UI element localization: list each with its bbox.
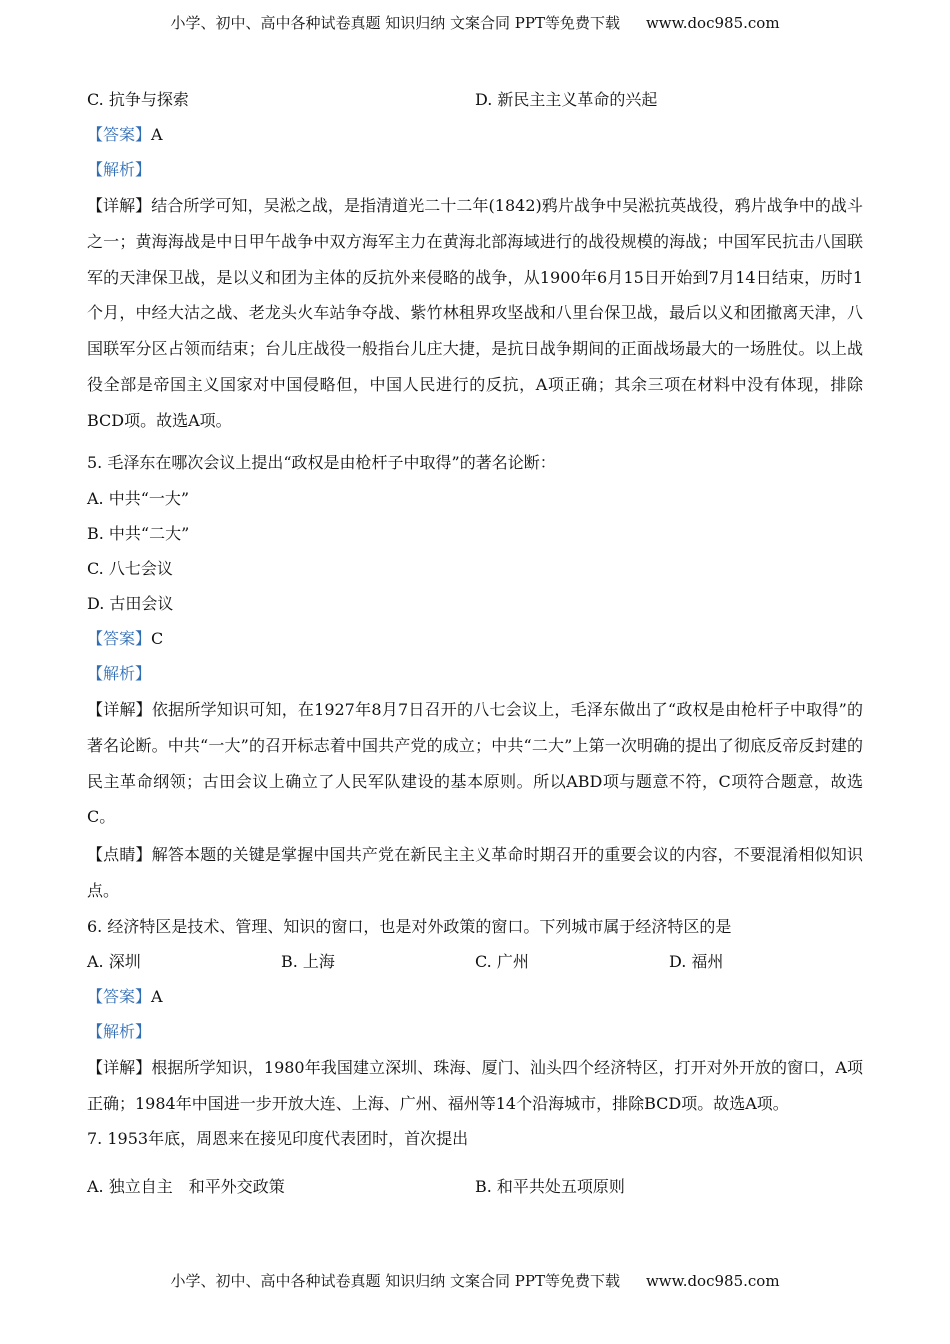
q4-option-d: D. 新民主主义革命的兴起	[475, 90, 658, 109]
q6-analysis-label: 【解析】	[87, 1022, 152, 1041]
q6-option-d: D. 福州	[669, 952, 724, 971]
page-header	[0, 12, 950, 33]
q6-option-a: A. 深圳	[87, 952, 141, 971]
q5-answer	[87, 629, 163, 649]
q4-analysis-label: 【解析】	[87, 160, 152, 179]
q4-answer-value: A	[151, 125, 163, 144]
q5-analysis-label: 【解析】	[87, 664, 152, 683]
q5-remark	[87, 837, 863, 909]
q5-option-a: A. 中共“一大”	[87, 489, 190, 508]
answer-label: 【答案】	[87, 125, 152, 144]
q6-detail-text: 根据所学知识，1980年我国建立深圳、珠海、厦门、汕头四个经济特区，打开对外开放的窗口，A项正确；1984年中国进一步开放大连、上海、广州、福州等14个沿海城市，排除BCD项。故选A项。	[87, 1058, 863, 1113]
q6-detail	[87, 1050, 863, 1122]
q7-option-b: B. 和平共处五项原则	[475, 1177, 625, 1196]
q6-answer-value: A	[151, 987, 163, 1006]
q4-answer	[87, 125, 163, 145]
q5-answer-value: C	[151, 629, 164, 648]
q6-option-b: B. 上海	[281, 952, 335, 971]
q5-option-b: B. 中共“二大”	[87, 524, 190, 543]
detail-label: 【详解】	[87, 196, 152, 215]
page-footer	[0, 1270, 950, 1291]
q5-detail-text: 依据所学知识可知，在1927年8月7日召开的八七会议上，毛泽东做出了“政权是由枪杆子中取得”的著名论断。中共“一大”的召开标志着中国共产党的成立；中共“二大”上第一次明确的提出了彻底反帝反封建的民主革命纲领；古田会议上确立了人民军队建设的基本原则。所以ABD项与题意不符，C项符合题意，故选C。	[87, 700, 863, 827]
q7-question: 7. 1953年底，周恩来在接见印度代表团时，首次提出	[87, 1129, 469, 1148]
q7-option-a: A. 独立自主 和平外交政策	[87, 1177, 285, 1196]
q5-remark-text: 解答本题的关键是掌握中国共产党在新民主主义革命时期召开的重要会议的内容，不要混淆相似知识点。	[87, 845, 863, 900]
q5-question: 5. 毛泽东在哪次会议上提出“政权是由枪杆子中取得”的著名论断：	[87, 453, 556, 472]
footer-url[interactable]: www.doc985.com	[645, 1272, 780, 1290]
q5-option-d: D. 古田会议	[87, 594, 174, 613]
answer-label: 【答案】	[87, 987, 152, 1006]
header-url[interactable]: www.doc985.com	[645, 14, 780, 32]
q4-detail-text: 结合所学可知，吴淞之战，是指清道光二十二年(1842)鸦片战争中吴淞抗英战役，鸦片战争中的战斗之一；黄海海战是中日甲午战争中双方海军主力在黄海北部海域进行的战役规模的海战；中国军民抗击八国联军的天津保卫战，是以义和团为主体的反抗外来侵略的战争，从1900年6月15日开始到7月14日结束，历时1个月，中经大沽之战、老龙头火车站争夺战、紫竹林租界攻坚战和八里台保卫战，最后以义和团撤离天津，八国联军分区占领而结束；台儿庄战役一般指台儿庄大捷，是抗日战争期间的正面战场最大的一场胜仗。以上战役全部是帝国主义国家对中国侵略但，中国人民进行的反抗，A项正确；其余三项在材料中没有体现，排除BCD项。故选A项。	[87, 196, 863, 430]
q6-question: 6. 经济特区是技术、管理、知识的窗口，也是对外政策的窗口。下列城市属于经济特区的是	[87, 917, 732, 936]
q4-option-c: C. 抗争与探索	[87, 90, 189, 109]
q6-option-c: C. 广州	[475, 952, 529, 971]
q5-option-c: C. 八七会议	[87, 559, 173, 578]
detail-label: 【详解】	[87, 1058, 152, 1077]
q4-detail	[87, 188, 863, 439]
q5-detail	[87, 692, 863, 835]
header-text: 小学、初中、高中各种试卷真题 知识归纳 文案合同 PPT等免费下载	[170, 14, 620, 32]
footer-text: 小学、初中、高中各种试卷真题 知识归纳 文案合同 PPT等免费下载	[170, 1272, 620, 1290]
detail-label: 【详解】	[87, 700, 152, 719]
answer-label: 【答案】	[87, 629, 152, 648]
remark-label: 【点睛】	[87, 845, 152, 864]
q6-answer	[87, 987, 163, 1007]
